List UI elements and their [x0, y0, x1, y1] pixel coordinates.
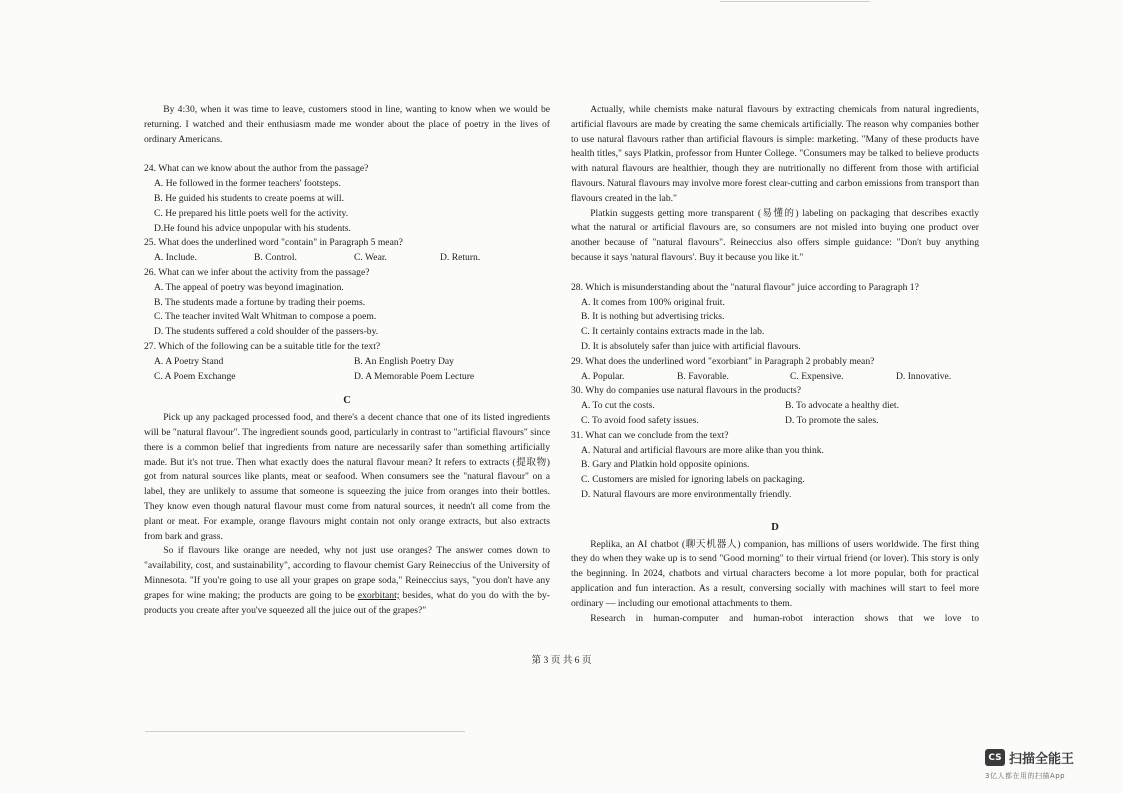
right-column — [571, 103, 979, 626]
watermark-app-name: 扫描全能王 — [1009, 752, 1075, 767]
option-d: D. To promote the sales. — [785, 414, 879, 426]
option-d: D.He found his advice unpopular with his students. — [154, 222, 351, 234]
question-25 — [144, 236, 550, 266]
question-stem: 31. What can we conclude from the text? — [571, 429, 729, 441]
question-26 — [144, 266, 550, 340]
question-31 — [571, 429, 979, 503]
question-stem: 26. What can we infer about the activity from the passage? — [144, 266, 370, 278]
question-stem: 30. Why do companies use natural flavours in the products? — [571, 385, 802, 397]
option-b: B. Control. — [254, 252, 297, 264]
passage-c-paragraph-3: Actually, while chemists make natural flavours by extracting chemicals from natural ingredients, artificial flavours are made by creating the same chemicals artificially. The reason why companies bother to use natural flavours rather than artificial flavours is simple: marketing. "Many of these products have health titles," says Platkin, professor from Hunter College. "Consumers may be talked to believe products with natural flavours are healthier, though they are nutritionally no different from those with artificial flavours. Natural flavours may involve more forest clear-cutting and carbon emissions from transport than flavours created in the lab." — [571, 104, 979, 204]
question-stem: 24. What can we know about the author from the passage? — [144, 163, 369, 175]
option-c: C. Wear. — [354, 252, 387, 264]
question-stem: 28. Which is misunderstanding about the "natural flavour" juice according to Paragraph 1? — [571, 281, 919, 293]
passage-c-paragraph-2: So if flavours like orange are needed, why not just use oranges? The answer comes down to "availability, cost, and sustainability", according to flavour chemist Gary Reineccius of the University of Minnesota. "If you're going to use all your grapes on grape soda," Reineccius says, "you don't have any grapes for wine making; the products are going to be exorbitant; besides, what do you do with the by-products you create after you've squeezed all the juice out of the grapes?" — [144, 545, 550, 616]
option-c: C. Customers are misled for ignoring labels on packaging. — [581, 474, 805, 486]
section-d-heading: D — [771, 521, 779, 533]
question-stem: 25. What does the underlined word "contain" in Paragraph 5 mean? — [144, 237, 403, 249]
question-stem: 27. Which of the following can be a suitable title for the text? — [144, 340, 381, 352]
option-a: A. A Poetry Stand — [154, 355, 224, 367]
option-b: B. Gary and Platkin hold opposite opinions. — [581, 459, 750, 471]
option-d: D. A Memorable Poem Lecture — [354, 370, 475, 382]
option-c: C. It certainly contains extracts made in the lab. — [581, 326, 765, 338]
option-a: A. To cut the costs. — [581, 400, 655, 412]
question-28 — [571, 281, 979, 355]
option-c: C. To avoid food safety issues. — [581, 414, 699, 426]
option-b: B. He guided his students to create poems at will. — [154, 192, 344, 204]
option-d: D. It is absolutely safer than juice with artificial flavours. — [581, 340, 801, 352]
option-a: A. He followed in the former teachers' footsteps. — [154, 178, 341, 190]
watermark-tagline: 3亿人都在用的扫描App — [985, 772, 1066, 780]
question-30 — [571, 384, 979, 428]
option-b: B. It is nothing but advertising tricks. — [581, 311, 725, 323]
option-c: C. The teacher invited Walt Whitman to compose a poem. — [154, 311, 377, 323]
option-a: A. Include. — [154, 252, 197, 264]
option-d: D. The students suffered a cold shoulder of the passers-by. — [154, 326, 379, 338]
option-b: B. An English Poetry Day — [354, 355, 454, 367]
question-stem: 29. What does the underlined word "exorbiant" in Paragraph 2 probably mean? — [571, 355, 875, 367]
option-d: D. Innovative. — [896, 370, 952, 382]
option-a: A. Natural and artificial flavours are more alike than you think. — [581, 444, 824, 456]
option-c: C. He prepared his little poets well for the activity. — [154, 207, 349, 219]
option-b: B. Favorable. — [677, 370, 729, 382]
option-b: B. The students made a fortune by trading their poems. — [154, 296, 366, 308]
passage-b-closing-paragraph: By 4:30, when it was time to leave, customers stood in line, wanting to know when we would be returning. I watched and their enthusiasm made me wonder about the place of poetry in the lives of ordinary Americans. — [144, 104, 550, 145]
option-d: D. Return. — [440, 252, 481, 264]
passage-d-paragraph-1: Replika, an AI chatbot (聊天机器人) companion, has millions of users worldwide. The first thing they do when they wake up is to send "Good morning" to their virtual friend (or lover). This story is only the beginning. In 2024, chatbots and virtual characters become a lot more popular, both for practical application and fun interaction. As a result, conversing socially with machines will start to feel more ordinary — including our emotional attachments to them. — [571, 538, 979, 609]
option-a: A. Popular. — [581, 370, 625, 382]
option-c: C. A Poem Exchange — [154, 370, 236, 382]
section-c-heading: C — [343, 395, 351, 407]
option-a: A. It comes from 100% original fruit. — [581, 296, 725, 308]
option-c: C. Expensive. — [790, 370, 844, 382]
scan-artifact-line — [720, 1, 870, 2]
scan-artifact-line — [145, 731, 465, 732]
left-column — [144, 103, 550, 618]
question-29 — [571, 355, 979, 385]
camscanner-logo-icon: CS — [985, 749, 1005, 766]
option-b: B. To advocate a healthy diet. — [785, 400, 899, 412]
underlined-word-exorbitant: exorbitant; — [357, 589, 400, 601]
question-27 — [144, 340, 550, 384]
option-d: D. Natural flavours are more environmentally friendly. — [581, 488, 792, 500]
question-24 — [144, 162, 550, 236]
passage-d-paragraph-2: Research in human-computer and human-robot interaction shows that we love to — [590, 612, 979, 624]
page-number: 第 3 页 共 6 页 — [531, 655, 592, 666]
scanner-watermark — [985, 748, 1074, 781]
passage-c-paragraph-1: Pick up any packaged processed food, and there's a decent chance that one of its listed ingredients will be "natural flavour". The ingredient sounds good, particularly in contrast to "artificial flavours" since there is a common belief that ingredients from nature are necessarily safer than something artificially made. But it's not true. Then what exactly does the natural flavour mean? It refers to extracts (提取物) got from natural sources like plants, meat or seafood. When consumers see the "natural flavour" on a label, they are unlikely to assume that someone is squeezing the juice from oranges into their bottles. They know even though natural flavour must come from natural sources, it needn't all come from the plant or meat. For example, orange flavours might contain not only orange extracts, but also extracts from bark and grass. — [144, 412, 550, 542]
option-a: A. The appeal of poetry was beyond imagination. — [154, 281, 344, 293]
passage-c-paragraph-4: Platkin suggests getting more transparent (易懂的) labeling on packaging that describes exactly what the natural or artificial flavours are, so consumers are not misled into buying one product over another because of "natural flavours". Reineccius also offers simple guidance: "Don't buy anything because it says 'natural flavours'. Buy it because you like it." — [571, 207, 979, 263]
